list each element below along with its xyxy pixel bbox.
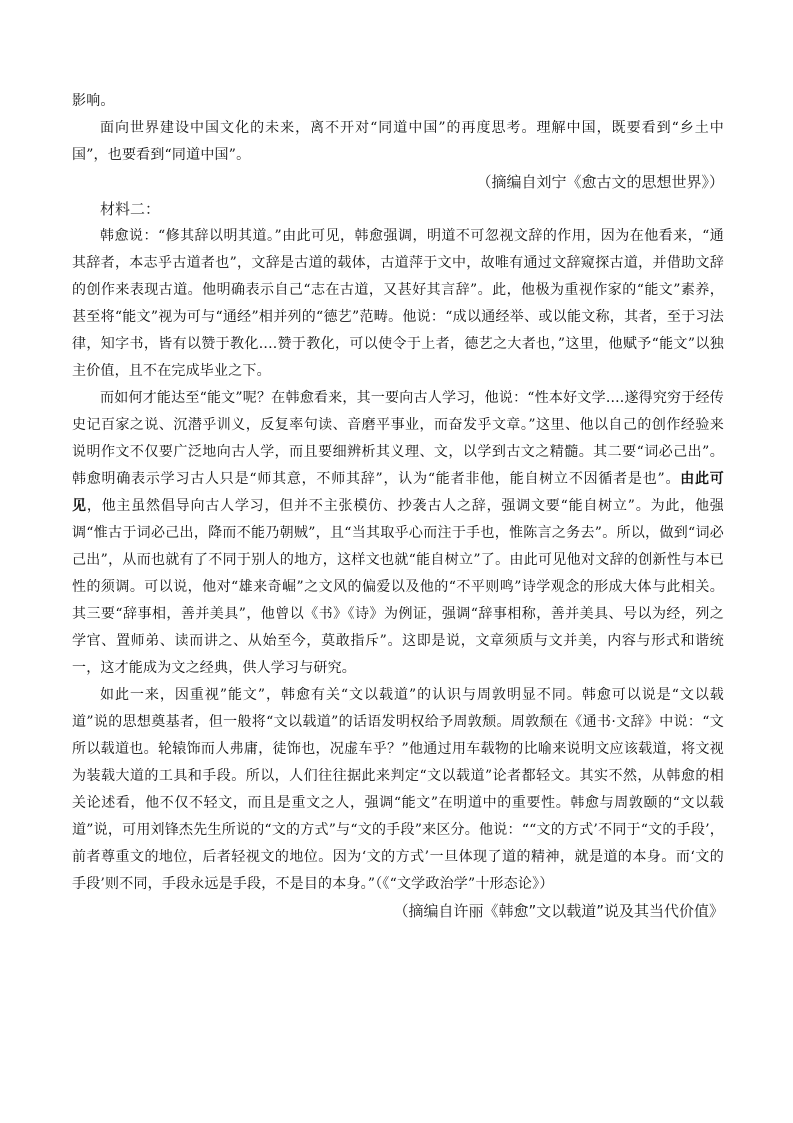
top-line: 影响。 bbox=[72, 93, 115, 109]
source-citation-1: （摘编自刘宁《愈古文的思想世界》） bbox=[476, 173, 724, 191]
paragraph-2-part-b: ，他主虽然倡导向古人学习，但并不主张模仿、抄袭古人之辞，强调文要“能自树立”。为此，他强调“惟古于词必己出，降而不能乃朝贼”，且“当其取乎心而注于手也，惟陈言之务去”。所以，做到“词必己出”，从而也就有了不同于别人的地方，这样文也就“能自树立”了。由此可见他对文辞的创新性与本已性的须调。可以说，他对“雄来奇崛”之文风的偏爱以及他的“不平则鸣”诗学观念的形成大体与此相关。其三要“辞事相，善并美具”，他曾以《书》《诗》为例证，强调“辞事相称，善并美具、号以为经，列之学官、置师弟、读而讲之、从始至今，莫敢指斥”。这即是说，文章须质与文并美，内容与形式和谐统一，这才能成为文之经典，供人学习与研究。 bbox=[72, 498, 724, 676]
source-citation-2: （摘编自许丽《韩愈”文以载道”说及其当代价值》 bbox=[393, 902, 724, 920]
paragraph-2-bold-phrase: 由此可见 bbox=[72, 471, 724, 514]
paragraph-1: 韩愈说：“修其辞以明其道。”由此可见，韩愈强调，明道不可忽视文辞的作用，因为在他看来，“通其辞者，本志乎古道者也”，文辞是古道的载体，古道萍于文中，故唯有通过文辞窥探古道，并借助文辞的创作来表现古道。他明确表示自己“志在古道，又甚好其言辞”。此，他极为重视作家的“能文”素养，甚至将“能文”视为可与“通经”相并列的“德艺”范畴。他说：“成以通经举、或以能文称，其者，至于习法律，知字书，皆有以赞于教化....赞于教化，可以使令于上者，德艺之大者也，”这里，他赋予“能文”以独主价值，且不在完成毕业之下。 bbox=[72, 228, 724, 379]
paragraph-3: 如此一来，因重视”能文”，韩愈有关“文以载道”的认识与周敦明显不同。韩愈可以说是“文以载道”说的思想奠基者，但一般将“文以载道”的话语发明权给予周敦颓。周敦颓在《通书·文辞》中说：“文所以载道也。轮辕饰而人弗庸，徒饰也，况虚车乎？”他通过用车载物的比喻来说明文应该载道，将文视为装载大道的工具和手段。所以，人们往往据此来判定“文以载道”论者都轻文。其实不然，从韩愈的相关论述看，他不仅不轻文，而且是重文之人，强调“能文”在明道中的重要性。韩愈与周敦颐的“文以载道”说，可用刘锋杰先生所说的“文的方式”与“文的手段”来区分。他说：““文的方式’不同于“文的手段’，前者尊重文的地位，后者轻视文的地位。因为‘文的方式’一旦体现了道的精神，就是道的本身。而‘文的手段’则不同，手段永远是手段，不是目的本身。”（《“文学政治学”十形态论》） bbox=[72, 687, 724, 892]
paragraph-2 bbox=[72, 385, 724, 682]
document-page bbox=[72, 88, 724, 925]
paragraph-2-part-a: 而如何才能达至“能文”呢？在韩愈看来，其一要向古人学习，他说：“性本好文学....遂得究穷于经传史记百家之说、沉潜乎训义，反复率句读、音磨平事业，而奋发乎文章。”这里、他以自己的创作经验来说明作文不仅要广泛地向古人学，而且要细辨析其义理、文，以学到古文之精髓。其二要“词必己出”。韩愈明确表示学习古人只是“师其意，不师其辞”，认为“能者非他，能自树立不因循者是也”。 bbox=[72, 390, 724, 487]
paragraph-future: 面向世界建设中国文化的未来，离不开对“同道中国”的再度思考。理解中国，既要看到“乡土中国”，也要看到“同道中国”。 bbox=[72, 120, 724, 163]
material-2-heading: 材料二： bbox=[100, 200, 161, 218]
